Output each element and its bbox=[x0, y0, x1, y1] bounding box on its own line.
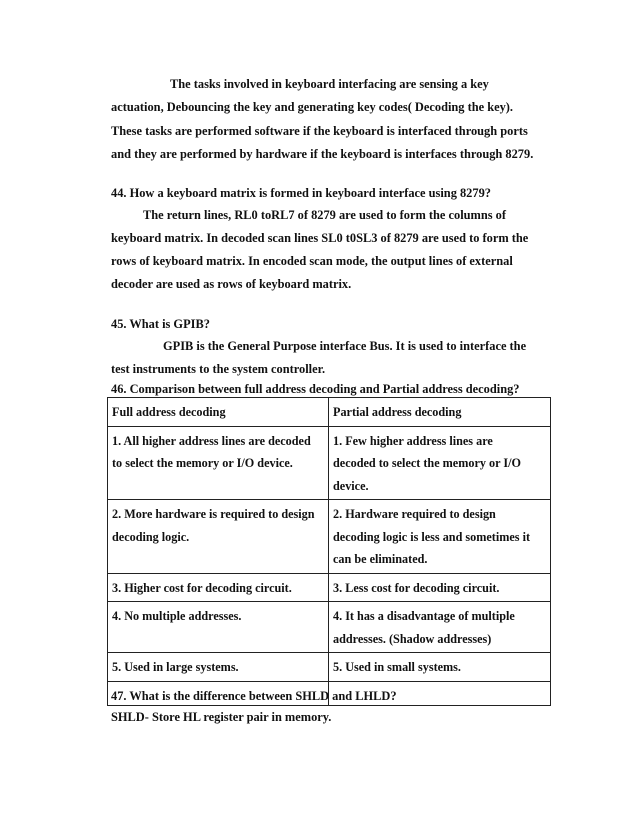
answer-44-line-2: keyboard matrix. In decoded scan lines SL0 t0SL3 of 8279 are used to form the bbox=[111, 231, 529, 245]
intro-line-1: The tasks involved in keyboard interfacing are sensing a key bbox=[170, 77, 489, 91]
table-row bbox=[108, 653, 551, 682]
table-row bbox=[108, 602, 551, 653]
intro-line-3: These tasks are performed software if the keyboard is interfaced through ports bbox=[111, 124, 528, 138]
table-cell: 2. More hardware is required to design decoding logic. bbox=[108, 500, 329, 574]
table-header-cell: Full address decoding bbox=[108, 398, 329, 427]
question-46: 46. Comparison between full address decoding and Partial address decoding? bbox=[111, 382, 520, 396]
table-cell: 2. Hardware required to design decoding logic is less and sometimes it can be eliminated. bbox=[329, 500, 551, 574]
table-cell: 1. All higher address lines are decoded to select the memory or I/O device. bbox=[108, 426, 329, 500]
table-header-row bbox=[108, 398, 551, 427]
table-cell: 4. It has a disadvantage of multiple addresses. (Shadow addresses) bbox=[329, 602, 551, 653]
table-row bbox=[108, 573, 551, 602]
answer-47-line-1: SHLD- Store HL register pair in memory. bbox=[111, 710, 332, 724]
answer-44-line-1: The return lines, RL0 toRL7 of 8279 are used to form the columns of bbox=[143, 208, 506, 222]
question-45: 45. What is GPIB? bbox=[111, 317, 210, 331]
question-44: 44. How a keyboard matrix is formed in keyboard interface using 8279? bbox=[111, 186, 491, 200]
answer-44-line-4: decoder are used as rows of keyboard matrix. bbox=[111, 277, 352, 291]
table-cell: 1. Few higher address lines are decoded to select the memory or I/O device. bbox=[329, 426, 551, 500]
answer-44-line-3: rows of keyboard matrix. In encoded scan mode, the output lines of external bbox=[111, 254, 513, 268]
table-header-cell: Partial address decoding bbox=[329, 398, 551, 427]
answer-45-line-2: test instruments to the system controller. bbox=[111, 362, 326, 376]
intro-line-2: actuation, Debouncing the key and generating key codes( Decoding the key). bbox=[111, 100, 514, 114]
table-cell: 3. Higher cost for decoding circuit. bbox=[108, 573, 329, 602]
table-cell: 4. No multiple addresses. bbox=[108, 602, 329, 653]
question-47: 47. What is the difference between SHLD and LHLD? bbox=[111, 689, 397, 703]
table-row bbox=[108, 500, 551, 574]
table-cell: 5. Used in large systems. bbox=[108, 653, 329, 682]
intro-line-4: and they are performed by hardware if the keyboard is interfaces through 8279. bbox=[111, 147, 534, 161]
table-cell: 5. Used in small systems. bbox=[329, 653, 551, 682]
table-row bbox=[108, 426, 551, 500]
comparison-table bbox=[107, 397, 551, 706]
table-cell: 3. Less cost for decoding circuit. bbox=[329, 573, 551, 602]
answer-45-line-1: GPIB is the General Purpose interface Bus. It is used to interface the bbox=[163, 339, 527, 353]
